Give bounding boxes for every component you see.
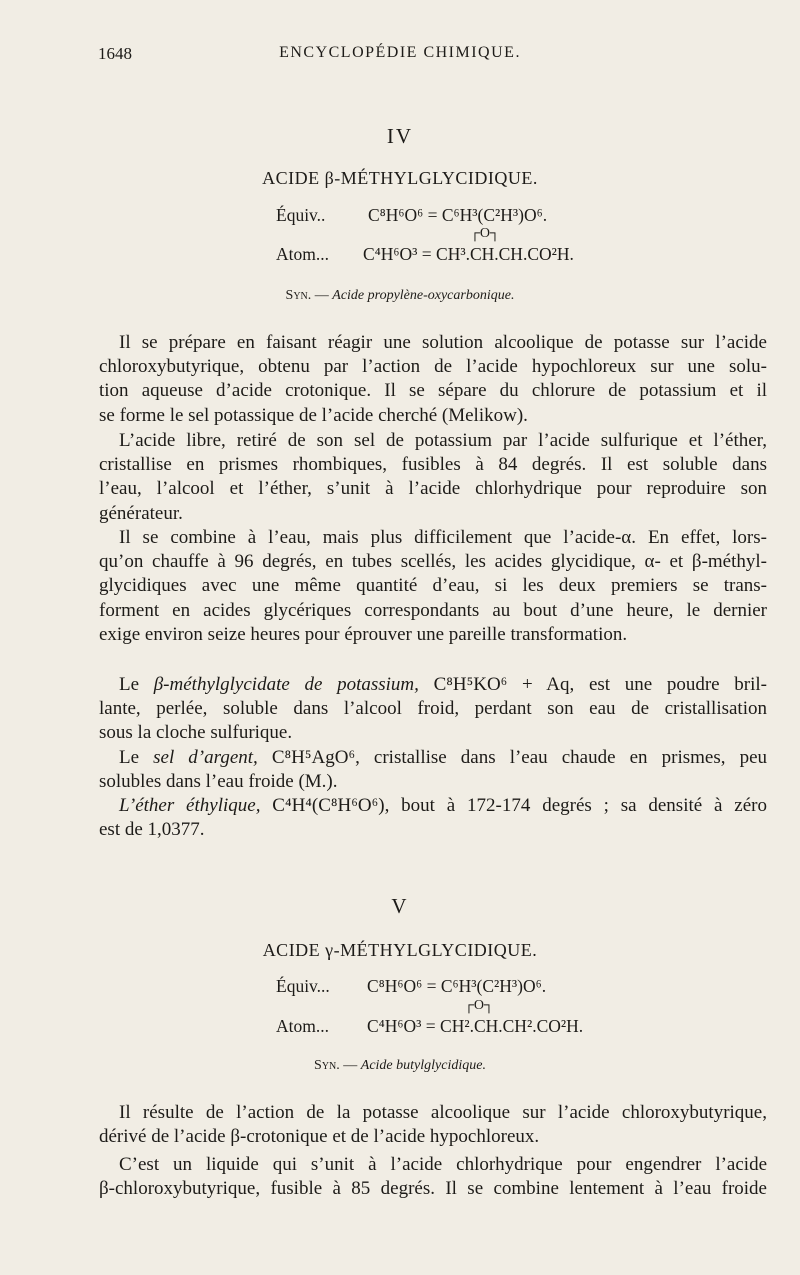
text-line: Il résulte de l’action de la potasse alcoolique sur l’acide chloroxybutyrique, [119,1102,767,1123]
text-run: C⁸H⁵KO⁶ + Aq, est une poudre bril- [418,674,767,695]
compound-name: L’éther éthylique, [119,795,261,816]
paragraph-origin [99,1101,767,1149]
text-line: se forme le sel potassique de l’acide cherché (Melikow). [99,404,528,426]
text-line: Il se prépare en faisant réagir une solution alcoolique de potasse sur l’acide [119,332,767,353]
text-line: β-chloroxybutyrique, fusible à 85 degrés. Il se combine lentement à l’eau froide [99,1178,767,1200]
text-line: l’eau, l’alcool et l’éther, s’unit à l’acide chlorhydrique pour reproduire son [99,478,767,500]
text-line: glycidiques avec une même quantité d’eau, si les deux premiers se trans- [99,575,767,597]
compound-name: β-méthylglycidate de potassium, [153,674,419,695]
synonym-label: Syn. [285,288,312,303]
section-title-iv: ACIDE β-MÉTHYLGLYCIDIQUE. [262,168,538,188]
section-numeral-iv: IV [386,124,414,148]
epoxy-bracket-v: ┌O┐ [464,998,494,1013]
text-line: qu’on chauffe à 96 degrés, en tubes scellés, les acides glycidique, α- et β-méthyl- [99,551,767,573]
atom-formula-v: C⁴H⁶O³ = CH².CH.CH².CO²H. [367,1016,584,1036]
section-title-v: ACIDE γ-MÉTHYLGLYCIDIQUE. [262,940,538,960]
atom-label-iv: Atom... [276,244,329,264]
text-line: exige environ seize heures pour éprouver une pareille transformation. [99,623,628,645]
text-line [99,794,767,818]
paragraph-hydration [99,526,767,647]
text-run: C⁴H⁴(C⁸H⁶O⁶), bout à 172-174 degrés ; sa densité à zéro [260,795,767,816]
atom-label-v: Atom... [276,1016,329,1036]
atom-formula-iv: C⁴H⁶O³ = CH³.CH.CH.CO²H. [363,244,574,264]
text-run: Le [119,747,154,768]
paragraph-silver-salt [99,746,767,794]
equiv-formula-v: C⁸H⁶O⁶ = C⁶H³(C²H³)O⁶. [367,976,547,996]
paragraph-free-acid [99,429,767,526]
text-line: chloroxybutyrique, obtenu par l’action de l’acide hypochloreux sur une solu- [99,356,767,378]
synonym-dash: — [343,1058,358,1073]
text-line: cristallise en prismes rhombiques, fusibles à 84 degrés. Il est soluble dans [99,454,767,476]
section-numeral-v: V [391,894,409,918]
synonym-dash: — [314,288,329,303]
equiv-label-iv: Équiv.. [276,205,326,225]
page-number: 1648 [98,44,132,63]
equiv-label-v: Équiv... [276,976,330,996]
text-line [99,746,767,770]
text-line: Il se combine à l’eau, mais plus difficilement que l’acide-α. En effet, lors- [119,527,767,548]
text-run: C⁸H⁵AgO⁶, cristallise dans l’eau chaude en prismes, peu [257,747,767,768]
synonym-iv [0,288,800,304]
text-line: est de 1,0377. [99,819,205,841]
text-line: générateur. [99,502,183,524]
compound-name: sel d’argent, [153,747,258,768]
text-line: forment en acides glycériques correspondants au bout d’une heure, le dernier [99,599,767,621]
synonym-v [0,1058,800,1074]
synonym-name: Acide butylglycidique. [360,1058,486,1073]
text-line: L’acide libre, retiré de son sel de potassium par l’acide sulfurique et l’éther, [119,430,767,451]
paragraph-preparation [99,331,767,428]
text-line: sous la cloche sulfurique. [99,722,293,744]
text-line [99,673,767,697]
running-title: ENCYCLOPÉDIE CHIMIQUE. [279,44,521,61]
paragraph-properties [99,1153,767,1201]
synonym-name: Acide propylène-oxycarbonique. [332,288,515,303]
text-line: dérivé de l’acide β-crotonique et de l’acide hypochloreux. [99,1126,540,1148]
paragraph-ethyl-ether [99,794,767,842]
text-line: lante, perlée, soluble dans l’alcool froid, perdant son eau de cristallisation [99,698,767,720]
equiv-formula-iv: C⁸H⁶O⁶ = C⁶H³(C²H³)O⁶. [368,205,548,225]
synonym-label: Syn. [314,1058,340,1073]
paragraph-potassium-salt [99,673,767,746]
text-line: C’est un liquide qui s’unit à l’acide chlorhydrique pour engendrer l’acide [119,1154,767,1175]
epoxy-bracket-iv: ┌O┐ [470,226,500,241]
text-line: tion aqueuse d’acide crotonique. Il se sépare du chlorure de potassium et il [99,380,767,402]
text-line: solubles dans l’eau froide (M.). [99,771,338,793]
text-run: Le [119,674,154,695]
